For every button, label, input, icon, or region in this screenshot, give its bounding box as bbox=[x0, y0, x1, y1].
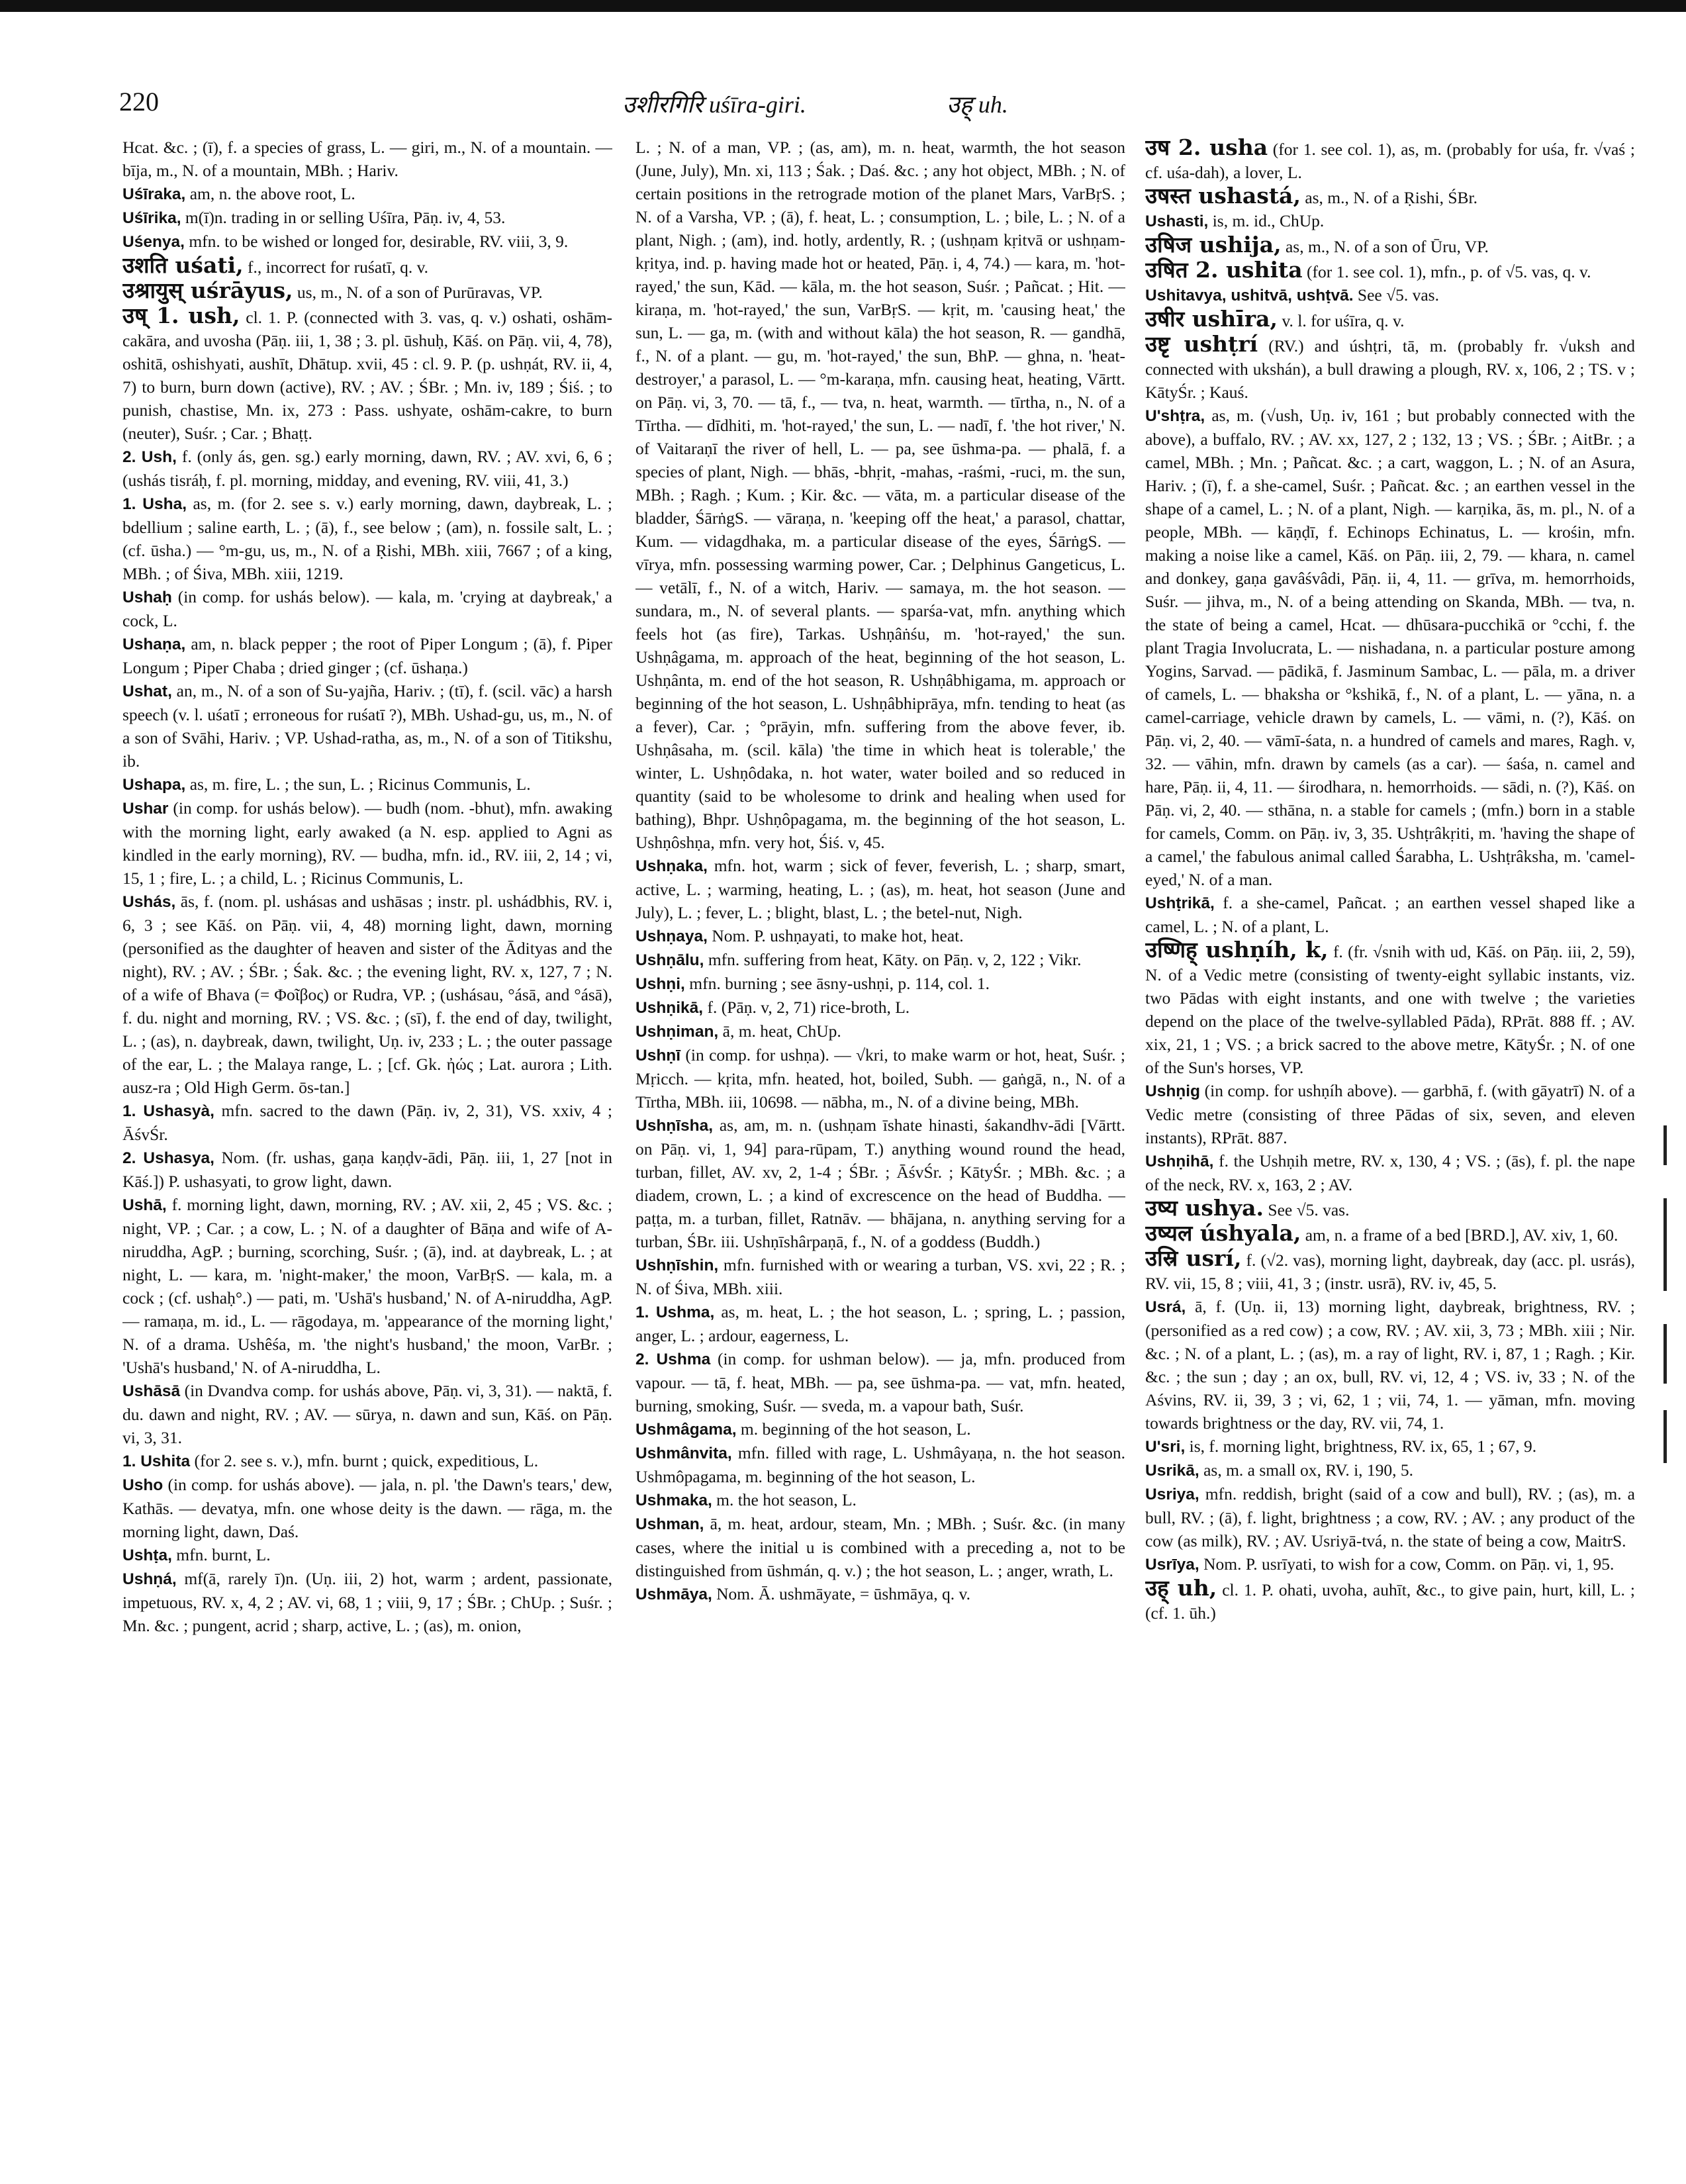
dictionary-entry bbox=[635, 1043, 1125, 1114]
entry-headword: Usriya, bbox=[1145, 1486, 1199, 1503]
entry-headword: Ushṇig bbox=[1145, 1082, 1201, 1100]
dictionary-entry bbox=[1145, 404, 1635, 891]
entry-text: cl. 1. P. ohati, uvoha, auhīt, &c., to give pain, hurt, kill, L. ; (cf. 1. ūh.) bbox=[1145, 1580, 1635, 1623]
dictionary-entry bbox=[635, 1417, 1125, 1441]
entry-text: as, m., N. of a Ṛishi, ŚBr. bbox=[1305, 188, 1477, 207]
entry-headword: Ushṭa, bbox=[122, 1546, 172, 1564]
dictionary-entry bbox=[1145, 1458, 1635, 1482]
dictionary-entry bbox=[122, 1473, 612, 1543]
entry-text: f. (only ás, gen. sg.) early morning, dawn, RV. ; AV. xvi, 6, 6 ; (ushás tisráḥ, f. pl. morning, midday, and evening, RV. viii, 41, 3.) bbox=[122, 447, 612, 490]
entry-headword: Uśīrika, bbox=[122, 209, 181, 227]
dictionary-entry bbox=[635, 996, 1125, 1020]
entry-text: f. (Pāṇ. v, 2, 71) rice-broth, L. bbox=[707, 998, 910, 1017]
column-1 bbox=[122, 136, 612, 2161]
dictionary-entry bbox=[635, 854, 1125, 924]
entry-headword: Ushṇālu, bbox=[635, 951, 704, 969]
dictionary-entry bbox=[122, 1146, 612, 1193]
dictionary-entry bbox=[1145, 184, 1635, 209]
dictionary-entry bbox=[122, 492, 612, 585]
entry-headword: उष्टृ ushṭrí bbox=[1145, 331, 1258, 357]
entry-text: mfn. hot, warm ; sick of fever, feverish, L. ; sharp, smart, active, L. ; warming, heating, L. ; (as), m. heat, hot season (June and July), L. ; fever, L. ; blight, blast, L. ; the betel-nut, Nigh. bbox=[635, 856, 1125, 922]
entry-text: am, n. black pepper ; the root of Piper Longum ; (ā), f. Piper Longum ; Piper Chaba ; dried ginger ; (cf. ūshaṇa.) bbox=[122, 634, 612, 677]
entry-text: am, n. the above root, L. bbox=[189, 184, 355, 203]
entry-text: Hcat. &c. ; (ī), f. a species of grass, L. — giri, m., N. of a mountain. — bīja, m., N. of a mountain, MBh. ; Hariv. bbox=[122, 138, 612, 180]
entry-text: Nom. P. ushṇayati, to make hot, heat. bbox=[712, 926, 964, 945]
dictionary-entry bbox=[122, 304, 612, 445]
entry-text: f., incorrect for ruśatī, q. v. bbox=[247, 258, 429, 277]
entry-headword: उह् uh, bbox=[1145, 1575, 1217, 1601]
entry-headword: Ushasti, bbox=[1145, 213, 1209, 230]
entry-headword: U'shṭra, bbox=[1145, 407, 1205, 425]
entry-text: f. (√2. vas), morning light, daybreak, day (acc. pl. usrás), RV. vii, 15, 8 ; viii, 41, 3 ; (instr. usrā), RV. iv, 45, 5. bbox=[1145, 1251, 1635, 1293]
entry-text: mfn. reddish, bright (said of a cow and bull), RV. ; (as), m. a bull, RV. ; (ā), f. light, brightness ; a cow, RV. ; AV. ; any product of the cow (as milk), RV. ; AV. Usriyā-tvá, n. the state of being a cow, MaitrS. bbox=[1145, 1484, 1635, 1550]
dictionary-entry bbox=[122, 182, 612, 206]
dictionary-entry bbox=[122, 679, 612, 773]
dictionary-entry bbox=[1145, 136, 1635, 184]
dictionary-entry bbox=[1145, 938, 1635, 1079]
entry-headword: Ushṇi, bbox=[635, 975, 685, 993]
dictionary-entry bbox=[635, 1441, 1125, 1488]
dictionary-entry bbox=[1145, 1482, 1635, 1552]
entry-headword: उष्य ushya. bbox=[1145, 1195, 1264, 1221]
entry-headword: Ushṇikā, bbox=[635, 999, 704, 1017]
entry-text: as, m. fire, L. ; the sun, L. ; Ricinus Communis, L. bbox=[189, 775, 531, 794]
entry-text: as, m. (for 2. see s. v.) early morning, dawn, daybreak, L. ; bdellium ; saline earth, L. ; (ā), f., see below ; (am), n. fossile salt, L. ; (cf. ūsha.) — °m-gu, us, m., N. of a Ṛishi, MBh. xiii, 7667 ; of a king, MBh. ; of Śiva, MBh. xiii, 1219. bbox=[122, 494, 612, 583]
entry-text: ās, f. (nom. pl. ushásas and ushāsas ; instr. pl. ushádbhis, RV. i, 6, 3 ; see Kāś. on Pāṇ. vii, 4, 48) morning light, dawn, morning (personified as the daughter of heaven and sister of the Ādityas and the night), RV. ; AV. ; ŚBr. ; Śak. &c. ; the evening light, RV. x, 127, 7 ; N. of a wife of Bhava (= Φοῖβος) or Rudra, VP. ; (ushásau, °ásā, and °ásā), f. du. night and morning, RV. ; VS. &c. ; (sī), f. the end of day, twilight, L. ; (as), n. daybreak, dawn, twilight, Uṇ. iv, 233 ; L. ; the outer passage of the ear, L. ; the Malaya range, L. ; [cf. Gk. ἠώς ; Lat. aurora ; Lith. ausz-ra ; Old High Germ. ōs-tan.] bbox=[122, 892, 612, 1097]
entry-text: is, m. id., ChUp. bbox=[1212, 211, 1325, 230]
entry-text: (RV.) and úshṭri, tā, m. (probably fr. √uksh and connected with ukshán), a bull drawing a plough, RV. x, 106, 2 ; TS. v ; KātyŚr. ; Kauś. bbox=[1145, 336, 1635, 402]
entry-text: as, m. (√ush, Uṇ. iv, 161 ; but probably connected with the above), a buffalo, RV. ; AV. xx, 127, 2 ; 132, 13 ; VS. ; ŚBr. ; AitBr. ; a camel, MBh. ; Mn. ; Pañcat. &c. ; a cart, waggon, L. ; N. of an Asura, Hariv. ; (ī), f. a she-camel, Suśr. ; Pañcat. &c. ; an earthen vessel in the shape of a camel, L. ; N. of a plant, Nigh. — karṇika, ās, m. pl., N. of a people, MBh. — kāṇḍī, f. Echinops Echinatus, L. — krośin, mfn. making a noise like a camel, Kāś. on Pāṇ. iii, 2, 79. — khara, n. camel and donkey, gaṇa gavâśvâdi, Pāṇ. ii, 4, 11. — grīva, m. hemorrhoids, Suśr. — jihva, m., N. of a being attending on Skanda, MBh. — tva, n. the state of being a camel, Hcat. — dhūsara-pucchikā or °cchi, f. the plant Tragia Involucrata, L. — nishadana, n. a particular posture among Yogins, Sarvad. — pādikā, f. Jasminum Sambac, L. — pāla, m. a driver of camels, L. — bhaksha or °kshikā, f., N. of a plant, L. — yāna, n. a camel-carriage, vehicle drawn by camels, L. — vāmi, n. (?), Kāś. on Pāṇ. vi, 2, 40. — vāmī-śata, n. a hundred of camels and mares, Ragh. v, 32. — vāhin, mfn. drawn by camels (as a car). — śaśa, n. camel and hare, Pāṇ. ii, 4, 11. — śirodhara, n. hemorrhoids. — sādi, n. (?), Kāś. on Pāṇ. vi, 2, 40. — sthāna, n. a stable for camels ; (mfn.) born in a stable for camels, Comm. on Pāṇ. iv, 3, 35. Ushṭrâkṛiti, m. 'having the shape of a camel,' the fabulous animal called Śarabha, L. Ushṭrâksha, m. 'camel-eyed,' N. of a man. bbox=[1145, 406, 1635, 889]
entry-text: m(ī)n. trading in or selling Uśīra, Pāṇ. iv, 4, 53. bbox=[185, 208, 506, 227]
entry-text: cl. 1. P. (connected with 3. vas, q. v.) oshati, oshām-cakāra, and uvosha (Pāṇ. iii, 1, 38 ; 3. pl. ūshuḥ, Kāś. on Pāṇ. vii, 4, 78), oshitā, oshishyati, aushīt, Dhātup. xvii, 45 : cl. 9. P. (p. ushṇát, RV. ii, 4, 7) to burn, burn down (active), RV. ; AV. ; ŚBr. ; Mn. iv, 189 ; Śiś. ; to punish, chastise, Mn. ix, 273 : Pass. ushyate, oshām-cakre, to burn (neuter), Suśr. ; Car. ; Bhaṭṭ. bbox=[122, 308, 612, 443]
entry-text: is, f. morning light, brightness, RV. ix, 65, 1 ; 67, 9. bbox=[1189, 1437, 1537, 1456]
entry-headword: Ushapa, bbox=[122, 776, 186, 794]
dictionary-entry bbox=[635, 1020, 1125, 1043]
dictionary-entry bbox=[635, 948, 1125, 972]
dictionary-entry bbox=[122, 445, 612, 492]
dictionary-entry bbox=[122, 1099, 612, 1146]
entry-text: an, m., N. of a son of Su-yajña, Hariv. ; (tī), f. (scil. vāc) a harsh speech (v. l. uśatī ; erroneous for ruśatī ?), MBh. Ushad-gu, us, m., N. of a son of Svāhi, Hariv. ; VP. Ushad-ratha, as, m., N. of a son of Titikshu, ib. bbox=[122, 681, 612, 771]
dictionary-entry bbox=[122, 773, 612, 796]
entry-text: f. (fr. √snih with ud, Kāś. on Pāṇ. iii, 2, 59), N. of a Vedic metre (consisting of twenty-eight syllabic instants, viz. two Pādas with eight instants, and one with twelve ; the varieties depend on the place of the twelve-syllabled Pāda), RPrāt. 888 ff. ; AV. xix, 21, 1 ; VS. ; a brick sacred to the above metre, KātyŚr. ; N. of one of the Sun's horses, VP. bbox=[1145, 942, 1635, 1077]
dictionary-entry bbox=[122, 136, 612, 182]
dictionary-entry bbox=[635, 1114, 1125, 1253]
dictionary-entry bbox=[1145, 1196, 1635, 1221]
entry-headword: उस्रि usrí, bbox=[1145, 1245, 1242, 1271]
entry-headword: Ushás, bbox=[122, 893, 176, 911]
entry-headword: Ushṇīshin, bbox=[635, 1257, 719, 1274]
entry-text: (in comp. for ushṇa). — √kri, to make warm or hot, heat, Suśr. ; Mṛicch. — kṛita, mfn. heated, hot, boiled, Subh. — gaṅgā, n., N. of a Tīrtha, MBh. iii, 10698. — nābha, m., N. of a divine being, MBh. bbox=[635, 1045, 1125, 1112]
dictionary-entry bbox=[122, 230, 612, 254]
entry-headword: उषित 2. ushita bbox=[1145, 257, 1303, 283]
entry-text: as, m. a small ox, RV. i, 190, 5. bbox=[1203, 1460, 1414, 1480]
dictionary-entry bbox=[635, 1300, 1125, 1347]
entry-text: as, m. heat, L. ; the hot season, L. ; spring, L. ; passion, anger, L. ; ardour, eagerness, L. bbox=[635, 1302, 1125, 1345]
entry-headword: Ushaḥ bbox=[122, 589, 172, 606]
dictionary-entry bbox=[1145, 891, 1635, 938]
entry-headword: 1. Ushita bbox=[122, 1452, 191, 1470]
entry-text: See √5. vas. bbox=[1357, 285, 1439, 305]
entry-headword: Ushmaka, bbox=[635, 1492, 712, 1509]
entry-text: (for 1. see col. 1), mfn., p. of √5. vas, q. v. bbox=[1307, 262, 1591, 281]
entry-headword: Ushmânvita, bbox=[635, 1445, 732, 1462]
entry-headword: Ushṇiman, bbox=[635, 1023, 719, 1041]
entry-headword: उष्यल úshyala, bbox=[1145, 1220, 1301, 1246]
dictionary-entry bbox=[1145, 1079, 1635, 1149]
entry-text: L. ; N. of a man, VP. ; (as, am), m. n. heat, warmth, the hot season (June, July), Mn. xi, 113 ; Śak. ; Daś. &c. ; any hot object, MBh. ; N. of certain positions in the retrograde motion of the planet Mars, VarBṛS. ; N. of a Varsha, VP. ; (ā), f. heat, L. ; consumption, L. ; bile, L. ; N. of a plant, Nigh. ; (am), ind. hotly, ardently, R. ; (ushṇam kṛitvā or ushṇam-kṛitya, ind. p. having made hot or heated, Pāṇ. i, 4, 74.) — kara, m. 'hot-rayed,' the sun, Kād. — kāla, m. the hot season, Suśr. ; Pañcat. ; Hit. — kiraṇa, m. 'hot-rayed,' the sun, VarBṛS. — kṛit, m. 'causing heat,' the sun, L. — ga, m. (with and without kāla) the hot season, R. — gandhā, f., N. of a plant. — gu, m. 'hot-rayed,' the sun, BhP. — ghna, n. 'heat-destroyer,' a parasol, L. — °m-karaṇa, mfn. causing heat, heating, Vārtt. on Pāṇ. vi, 3, 70. — tā, f., — tva, n. heat, warmth. — tīrtha, n., N. of a Tīrtha. — dīdhiti, m. 'hot-rayed,' the sun, L. — nadī, f. 'the hot river,' N. of Vaitaraṇī the river of hell, L. — pa, see ūshma-pa. — phalā, f. a species of plant, Nigh. — bhās, -bhṛit, -mahas, -raśmi, -ruci, m. the sun, MBh. ; Ragh. ; Kum. ; Kir. &c. — vāta, m. a particular disease of the bladder, ŚārṅgS. — vāraṇa, n. 'keeping off the heat,' a parasol, chattar, Kum. — vidagdhaka, m. a particular disease of the eyes, ŚārṅgS. — vīrya, mfn. possessing warming power, Car. ; Delphinus Gangeticus, L. — vetālī, f., N. of a witch, Hariv. — samaya, m. the hot season. — sundara, m., N. of several plants. — sparśa-vat, mfn. anything which feels hot (as fire), Tarkas. Ushṇâṅśu, m. 'hot-rayed,' the sun. Ushṇâgama, m. approach of the heat, beginning of the hot season, L. Ushṇânta, m. end of the hot season, R. Ushṇâbhigama, m. approach or beginning of the hot season, L. Ushṇâbhiprāya, mfn. tending to heat (as a fever), Car. ; °prāyin, mfn. suffering from the above fever, ib. Ushṇâsaha, m. (scil. kāla) 'the time in which heat is tolerable,' the winter, L. Ushṇôdaka, n. hot water, water boiled and so reduced in quantity (said to be wholesome to drink and healing when used for bathing), Bhpr. Ushṇôpagama, m. the beginning of the hot season, L. Ushṇôshṇa, mfn. very hot, Śiś. v, 45. bbox=[635, 138, 1125, 852]
entry-text: (in Dvandva comp. for ushás above, Pāṇ. vi, 3, 31). — naktā, f. du. dawn and night, RV. ; AV. — sūrya, n. dawn and sun, Kāś. on Pāṇ. vi, 3, 31. bbox=[122, 1381, 612, 1447]
entry-text: ā, f. (Uṇ. ii, 13) morning light, daybreak, brightness, RV. ; (personified as a red cow) ; a cow, RV. ; AV. xii, 3, 73 ; MBh. xiii ; Nir. &c. ; N. of a plant, L. ; (as), m. a ray of light, RV. i, 87, 1 ; Ragh. ; Kir. &c. ; the sun ; day ; an ox, bull, RV. vi, 12, 4 ; VS. iv, 33 ; N. of the Aśvins, RV. ii, 39, 3 ; vi, 62, 1 ; vii, 74, 1. — yāman, mfn. moving towards brightness or the day, RV. vii, 74, 1. bbox=[1145, 1297, 1635, 1433]
entry-headword: Ushitavya, ushitvā, ushṭvā. bbox=[1145, 287, 1354, 305]
entry-text: (in comp. for ushás below). — kala, m. 'crying at daybreak,' a cock, L. bbox=[122, 587, 612, 630]
page-header bbox=[119, 86, 1668, 132]
entry-headword: उषस्त ushastá, bbox=[1145, 183, 1301, 209]
entry-headword: Ushṭrikā, bbox=[1145, 894, 1215, 912]
entry-headword: उष 2. usha bbox=[1145, 136, 1268, 160]
entry-text: f. the Ushṇih metre, RV. x, 130, 4 ; VS. ; (ās), f. pl. the nape of the neck, RV. x, 163, 2 ; AV. bbox=[1145, 1151, 1635, 1194]
dictionary-entry bbox=[635, 1488, 1125, 1512]
dictionary-entry bbox=[122, 1193, 612, 1379]
dictionary-entry bbox=[635, 136, 1125, 854]
entry-text: (in comp. for ushás below). — budh (nom. -bhut), mfn. awaking with the morning light, early awaked (a N. esp. applied to Agni as kindled in the early morning), RV. — budha, mfn. id., RV. iii, 2, 14 ; vi, 15, 1 ; fire, L. ; a child, L. ; Ricinus Communis, L. bbox=[122, 798, 612, 888]
entry-headword: उषीर ushīra, bbox=[1145, 306, 1278, 332]
entry-headword: Ushāsā bbox=[122, 1382, 181, 1400]
entry-text: f. a she-camel, Pañcat. ; an earthen vessel shaped like a camel, L. ; N. of a plant, L. bbox=[1145, 893, 1635, 936]
entry-headword: Usrikā, bbox=[1145, 1462, 1199, 1480]
entry-text: Nom. P. usrīyati, to wish for a cow, Comm. on Pāṇ. vi, 1, 95. bbox=[1203, 1554, 1615, 1574]
entry-headword: Ushmāya, bbox=[635, 1586, 712, 1603]
dictionary-entry bbox=[122, 279, 612, 304]
dictionary-entry bbox=[1145, 1221, 1635, 1247]
dictionary-entry bbox=[122, 890, 612, 1099]
entry-text: (in comp. for ushás above). — jala, n. pl. 'the Dawn's tears,' dew, Kathās. — devatya, mfn. one whose deity is the dawn. — rāga, m. the morning light, dawn, Daś. bbox=[122, 1475, 612, 1541]
dictionary-entry bbox=[635, 1253, 1125, 1300]
entry-headword: Ushṇīsha, bbox=[635, 1117, 714, 1135]
entry-text: as, m., N. of a son of Ūru, VP. bbox=[1285, 237, 1489, 256]
entry-text: mfn. furnished with or wearing a turban, VS. xvi, 22 ; R. ; N. of Śiva, MBh. xiii. bbox=[635, 1255, 1125, 1298]
dictionary-entry bbox=[635, 924, 1125, 948]
entry-headword: Ushmâgama, bbox=[635, 1421, 737, 1439]
entry-text: m. beginning of the hot season, L. bbox=[740, 1419, 971, 1439]
dictionary-entry bbox=[1145, 1295, 1635, 1435]
entry-text: ā, m. heat, ChUp. bbox=[722, 1021, 841, 1041]
entry-headword: 2. Ush, bbox=[122, 448, 177, 466]
dictionary-entry bbox=[122, 254, 612, 279]
dictionary-entry bbox=[122, 585, 612, 632]
entry-text: (for 2. see s. v.), mfn. burnt ; quick, expeditious, L. bbox=[194, 1451, 539, 1470]
entry-text: Nom. Ā. ushmāyate, = ūshmāya, q. v. bbox=[716, 1584, 970, 1603]
entry-headword: उष्णिह् ushṇíh, k, bbox=[1145, 937, 1329, 963]
entry-text: (for 1. see col. 1), as, m. (probably for uśa, fr. √vaś ; cf. uśa-dah), a lover, L. bbox=[1145, 140, 1635, 182]
entry-headword: Ushar bbox=[122, 800, 169, 818]
entry-text: (in comp. for ushman below). — ja, mfn. produced from vapour. — tā, f. heat, MBh. — pa, see ūshma-pa. — vat, mfn. heated, burning, smoking, Suśr. — sveda, m. a vapour bath, Suśr. bbox=[635, 1349, 1125, 1415]
entry-headword: 2. Ushma bbox=[635, 1351, 711, 1368]
page-number: 220 bbox=[119, 87, 159, 117]
entry-headword: Usrīya, bbox=[1145, 1556, 1199, 1574]
column-2 bbox=[635, 136, 1125, 2161]
entry-headword: Uśenya, bbox=[122, 233, 185, 251]
dictionary-entry bbox=[122, 1543, 612, 1567]
entry-text: mfn. to be wished or longed for, desirable, RV. viii, 3, 9. bbox=[189, 232, 569, 251]
dictionary-entry bbox=[1145, 307, 1635, 332]
dictionary-entry bbox=[635, 1582, 1125, 1606]
entry-headword: Ushṇaya, bbox=[635, 927, 708, 945]
dictionary-entry bbox=[1145, 1552, 1635, 1576]
dictionary-entry bbox=[122, 1379, 612, 1449]
entry-headword: Usho bbox=[122, 1476, 164, 1494]
entry-headword: 1. Ushma, bbox=[635, 1304, 715, 1321]
entry-headword: Ushṇihā, bbox=[1145, 1153, 1214, 1170]
dictionary-entry bbox=[1145, 233, 1635, 258]
entry-headword: Ushṇī bbox=[635, 1047, 681, 1065]
entry-headword: Ushṇaka, bbox=[635, 857, 708, 875]
entry-headword: Ushat, bbox=[122, 683, 172, 700]
entry-text: as, am, m. n. (ushṇam īshate hinasti, śakandhv-ādi [Vārtt. on Pāṇ. vi, 1, 94] para-rūpam, T.) anything wound round the head, turban, fillet, AV. xv, 2, 1-4 ; ŚBr. ; ĀśvŚr. ; KātyŚr. ; MBh. &c. ; a diadem, crown, L. ; a kind of excrescence on the head of Buddha. — paṭṭa, m. a turban, fillet, Ratnāv. — bhājana, n. anything serving for a turban, ŚBr. iii. Ushṇīshârpaṇā, f., N. of a goddess (Buddh.) bbox=[635, 1116, 1125, 1251]
dictionary-entry bbox=[1145, 209, 1635, 233]
entry-headword: Ushman, bbox=[635, 1515, 704, 1533]
entry-text: mfn. suffering from heat, Kāty. on Pāṇ. v, 2, 122 ; Vikr. bbox=[708, 950, 1082, 969]
dictionary-entry bbox=[1145, 258, 1635, 283]
entry-text: (in comp. for ushṇíh above). — garbhā, f. (with gāyatrī) N. of a Vedic metre (consisting of three Pādas of six, seven, and eleven instants), RPrāt. 887. bbox=[1145, 1081, 1635, 1147]
entry-headword: Ushā, bbox=[122, 1196, 167, 1214]
entry-headword: उश्रायुस् uśrāyus, bbox=[122, 277, 293, 303]
entry-text: mfn. burnt, L. bbox=[176, 1545, 271, 1564]
dictionary-entry bbox=[122, 632, 612, 679]
entry-text: mfn. burning ; see āsny-ushṇi, p. 114, col. 1. bbox=[689, 974, 990, 993]
entry-text: mf(ā, rarely ī)n. (Uṇ. iii, 2) hot, warm ; ardent, passionate, impetuous, RV. x, 4, 2 ; AV. vi, 68, 1 ; viii, 9, 17 ; ŚBr. ; ChUp. ; Suśr. ; Mn. &c. ; pungent, acrid ; sharp, active, L. ; (as), m. onion, bbox=[122, 1569, 612, 1635]
entry-text: mfn. sacred to the dawn (Pāṇ. iv, 2, 31), VS. xxiv, 4 ; ĀśvŚr. bbox=[122, 1101, 612, 1144]
scan-top-edge bbox=[0, 0, 1686, 12]
entry-headword: Uśīraka, bbox=[122, 185, 186, 203]
entry-headword: उष् 1. ush, bbox=[122, 303, 240, 328]
dictionary-entry bbox=[1145, 1576, 1635, 1625]
dictionary-entry bbox=[122, 1449, 612, 1473]
entry-headword: उशति uśati, bbox=[122, 252, 244, 278]
entry-headword: उषिज ushija, bbox=[1145, 232, 1282, 258]
entry-text: f. morning light, dawn, morning, RV. ; AV. xii, 2, 45 ; VS. &c. ; night, VP. ; Car. ; a cow, L. ; N. of a daughter of Bāṇa and wife of A-niruddha, AgP. ; burning, scorching, Suśr. ; (ā), ind. at daybreak, L. ; at night, L. — kara, m. 'night-maker,' the moon, VarBṛS. — kala, m. a cock ; (cf. ushaḥ°.) — pati, m. 'Ushā's husband,' N. of A-niruddha, AgP. — ramaṇa, m. id., L. — rāgodaya, m. 'appearance of the morning light,' N. of a drama. Ushêśa, m. 'the night's husband,' the moon, VarBr. ; 'Ushā's husband,' N. of A-niruddha, L. bbox=[122, 1195, 612, 1377]
dictionary-entry bbox=[122, 1567, 612, 1637]
dictionary-entry bbox=[1145, 1247, 1635, 1295]
dictionary-entry bbox=[1145, 1149, 1635, 1196]
dictionary-entry bbox=[122, 206, 612, 230]
entry-headword: Ushṇá, bbox=[122, 1570, 177, 1588]
entry-text: See √5. vas. bbox=[1268, 1200, 1350, 1219]
column-3 bbox=[1145, 136, 1635, 2161]
entry-text: us, m., N. of a son of Purūravas, VP. bbox=[297, 283, 543, 302]
entry-headword: 1. Usha, bbox=[122, 495, 187, 513]
entry-headword: 1. Ushasyà, bbox=[122, 1102, 214, 1120]
entry-headword: Usrá, bbox=[1145, 1298, 1186, 1316]
dictionary-entry bbox=[635, 972, 1125, 996]
entry-headword: U'sri, bbox=[1145, 1438, 1186, 1456]
entry-text: ā, m. heat, ardour, steam, Mn. ; MBh. ; Suśr. &c. (in many cases, where the initial u is combined with a preceding a, not to be distinguished from ūshmán, q. v.) ; the hot season, L. ; anger, wrath, L. bbox=[635, 1514, 1125, 1580]
scan-margin-marks bbox=[1658, 1125, 1673, 1470]
running-head-right: उह् uh. bbox=[947, 91, 1008, 118]
entry-text: v. l. for uśīra, q. v. bbox=[1282, 311, 1405, 330]
dictionary-entry bbox=[635, 1347, 1125, 1417]
entry-text: mfn. filled with rage, L. Ushmâyaṇa, n. the hot season. Ushmôpagama, m. beginning of the hot season, L. bbox=[635, 1443, 1125, 1486]
dictionary-entry bbox=[635, 1512, 1125, 1582]
entry-headword: Ushaṇa, bbox=[122, 636, 186, 653]
running-head-left: उशीरगिरि uśīra-giri. bbox=[622, 91, 806, 118]
entry-text: am, n. a frame of a bed [BRD.], AV. xiv, 1, 60. bbox=[1305, 1225, 1618, 1245]
dictionary-entry bbox=[1145, 332, 1635, 404]
dictionary-entry bbox=[1145, 1435, 1635, 1458]
dictionary-entry bbox=[1145, 283, 1635, 307]
entry-headword: 2. Ushasya, bbox=[122, 1149, 214, 1167]
dictionary-entry bbox=[122, 796, 612, 890]
entry-text: Nom. (fr. ushas, gaṇa kaṇḍv-ādi, Pāṇ. iii, 1, 27 [not in Kāś.]) P. ushasyati, to grow light, dawn. bbox=[122, 1148, 612, 1191]
entry-text: m. the hot season, L. bbox=[716, 1490, 857, 1509]
